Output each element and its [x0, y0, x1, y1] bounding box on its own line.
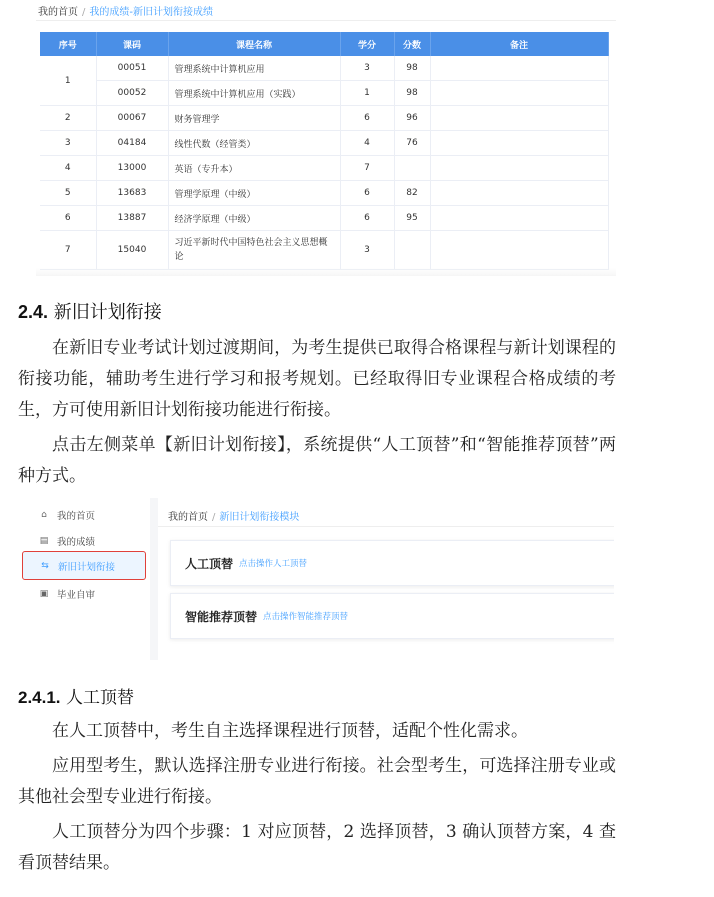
cell-score: 96: [394, 106, 430, 131]
table-row: [40, 206, 608, 231]
paragraph: 应用型考生，默认选择注册专业进行衔接。社会型考生，可选择注册专业或其他社会型专业进行衔接。: [18, 756, 616, 807]
sidebar-item-home[interactable]: [22, 502, 146, 528]
cell-score: [394, 231, 430, 270]
sidebar-item-plan-transition[interactable]: [22, 551, 146, 580]
cell-course-name: 财务管理学: [168, 106, 340, 131]
cell-credit: 3: [340, 231, 394, 270]
paragraph: 点击左侧菜单【新旧计划衔接】，系统提供“人工顶替”和“智能推荐顶替”两种方式。: [18, 435, 616, 486]
section-title: 人工顶替: [65, 688, 134, 708]
manual-replace-card[interactable]: [170, 540, 614, 586]
cell-code: 13683: [96, 181, 168, 206]
cell-index: 6: [40, 206, 96, 231]
table-row: [40, 81, 608, 106]
score-table: [40, 32, 609, 270]
cell-note: [430, 181, 608, 206]
paragraph: 在新旧专业考试计划过渡期间，为考生提供已取得合格课程与新计划课程的衔接功能，辅助考生进行学习和报考规划。已经取得旧专业课程合格成绩的考生，方可使用新旧计划衔接功能进行衔接。: [18, 338, 616, 420]
section-heading-2-4: [18, 298, 162, 324]
table-row: [40, 181, 608, 206]
cell-credit: 3: [340, 56, 394, 81]
breadcrumb-home[interactable]: 我的首页: [38, 7, 78, 18]
cell-score: 95: [394, 206, 430, 231]
section-title: 新旧计划衔接: [53, 302, 162, 323]
cell-credit: 6: [340, 206, 394, 231]
breadcrumb-current: 新旧计划衔接模块: [219, 512, 300, 523]
table-row: [40, 231, 608, 270]
header-note: 备注: [430, 32, 608, 56]
section-number: 2.4.1.: [18, 688, 61, 707]
sidebar-item-label: 新旧计划衔接: [58, 561, 116, 573]
cell-note: [430, 106, 608, 131]
cell-credit: 1: [340, 81, 394, 106]
sidebar-item-label: 我的首页: [57, 511, 96, 522]
section-number: 2.4.: [18, 302, 49, 322]
cell-course-name: 英语（专升本）: [168, 156, 340, 181]
cell-note: [430, 81, 608, 106]
breadcrumb: [168, 508, 299, 523]
section-heading-2-4-1: [18, 683, 134, 708]
card-hint-link[interactable]: 点击操作智能推荐顶替: [263, 612, 349, 622]
breadcrumb-separator: /: [82, 7, 86, 18]
divider: [158, 526, 614, 527]
cell-code: 00067: [96, 106, 168, 131]
breadcrumb-current: 我的成绩-新旧计划衔接成绩: [89, 7, 213, 18]
sidebar: [18, 498, 150, 660]
cell-index: 7: [40, 231, 96, 270]
breadcrumb-home[interactable]: 我的首页: [168, 512, 208, 523]
cell-course-name: 习近平新时代中国特色社会主义思想概论: [168, 231, 340, 270]
cell-course-name: 经济学原理（中级）: [168, 206, 340, 231]
paragraph: 人工顶替分为四个步骤：1 对应顶替，2 选择顶替，3 确认顶替方案，4 查看顶替结果。: [18, 822, 616, 873]
score-table-screenshot: [36, 0, 616, 276]
home-icon: ⌂: [41, 510, 47, 520]
header-index: 序号: [40, 32, 96, 56]
cell-code: 00051: [96, 56, 168, 81]
cell-note: [430, 131, 608, 156]
cell-index: 3: [40, 131, 96, 156]
header-code: 课码: [96, 32, 168, 56]
header-course-name: 课程名称: [168, 32, 340, 56]
breadcrumb-separator: /: [212, 512, 216, 523]
clipboard-icon: ▣: [39, 589, 49, 599]
table-row: [40, 131, 608, 156]
table-header-row: [40, 32, 608, 56]
table-row: [40, 56, 608, 81]
cell-score: 82: [394, 181, 430, 206]
divider: [36, 20, 616, 21]
cell-course-name: 管理学原理（中级）: [168, 181, 340, 206]
cell-score: 98: [394, 81, 430, 106]
cell-note: [430, 231, 608, 270]
cell-note: [430, 56, 608, 81]
cell-index: 4: [40, 156, 96, 181]
cell-code: 04184: [96, 131, 168, 156]
cell-code: 13887: [96, 206, 168, 231]
menu-screenshot: [18, 498, 614, 660]
main-panel: [158, 498, 614, 660]
cell-course-name: 管理系统中计算机应用（实践）: [168, 81, 340, 106]
card-hint-link[interactable]: 点击操作人工顶替: [239, 559, 308, 569]
card-title: 人工顶替: [185, 556, 234, 571]
cell-code: 15040: [96, 231, 168, 270]
header-score: 分数: [394, 32, 430, 56]
cell-note: [430, 206, 608, 231]
cell-index: 5: [40, 181, 96, 206]
breadcrumb: [38, 3, 213, 18]
cell-code: 13000: [96, 156, 168, 181]
cell-score: [394, 156, 430, 181]
cell-credit: 4: [340, 131, 394, 156]
cell-score: 98: [394, 56, 430, 81]
cell-course-name: 线性代数（经管类）: [168, 131, 340, 156]
table-row: [40, 106, 608, 131]
paragraph: 在人工顶替中，考生自主选择课程进行顶替，适配个性化需求。: [52, 721, 528, 741]
cell-code: 00052: [96, 81, 168, 106]
sidebar-item-label: 毕业自审: [57, 590, 96, 601]
table-row: [40, 156, 608, 181]
swap-icon: ⇆: [41, 560, 49, 571]
header-credit: 学分: [340, 32, 394, 56]
cell-note: [430, 156, 608, 181]
document-icon: ▤: [39, 536, 49, 546]
cell-course-name: 管理系统中计算机应用: [168, 56, 340, 81]
cell-credit: 6: [340, 181, 394, 206]
card-title: 智能推荐顶替: [185, 609, 258, 624]
sidebar-item-graduation-review[interactable]: [22, 581, 146, 607]
cell-credit: 6: [340, 106, 394, 131]
screenshot-edge: [36, 268, 616, 276]
cell-index: 2: [40, 106, 96, 131]
smart-replace-card[interactable]: [170, 593, 614, 639]
cell-score: 76: [394, 131, 430, 156]
cell-credit: 7: [340, 156, 394, 181]
cell-index: 1: [40, 56, 96, 106]
sidebar-item-label: 我的成绩: [57, 537, 96, 548]
